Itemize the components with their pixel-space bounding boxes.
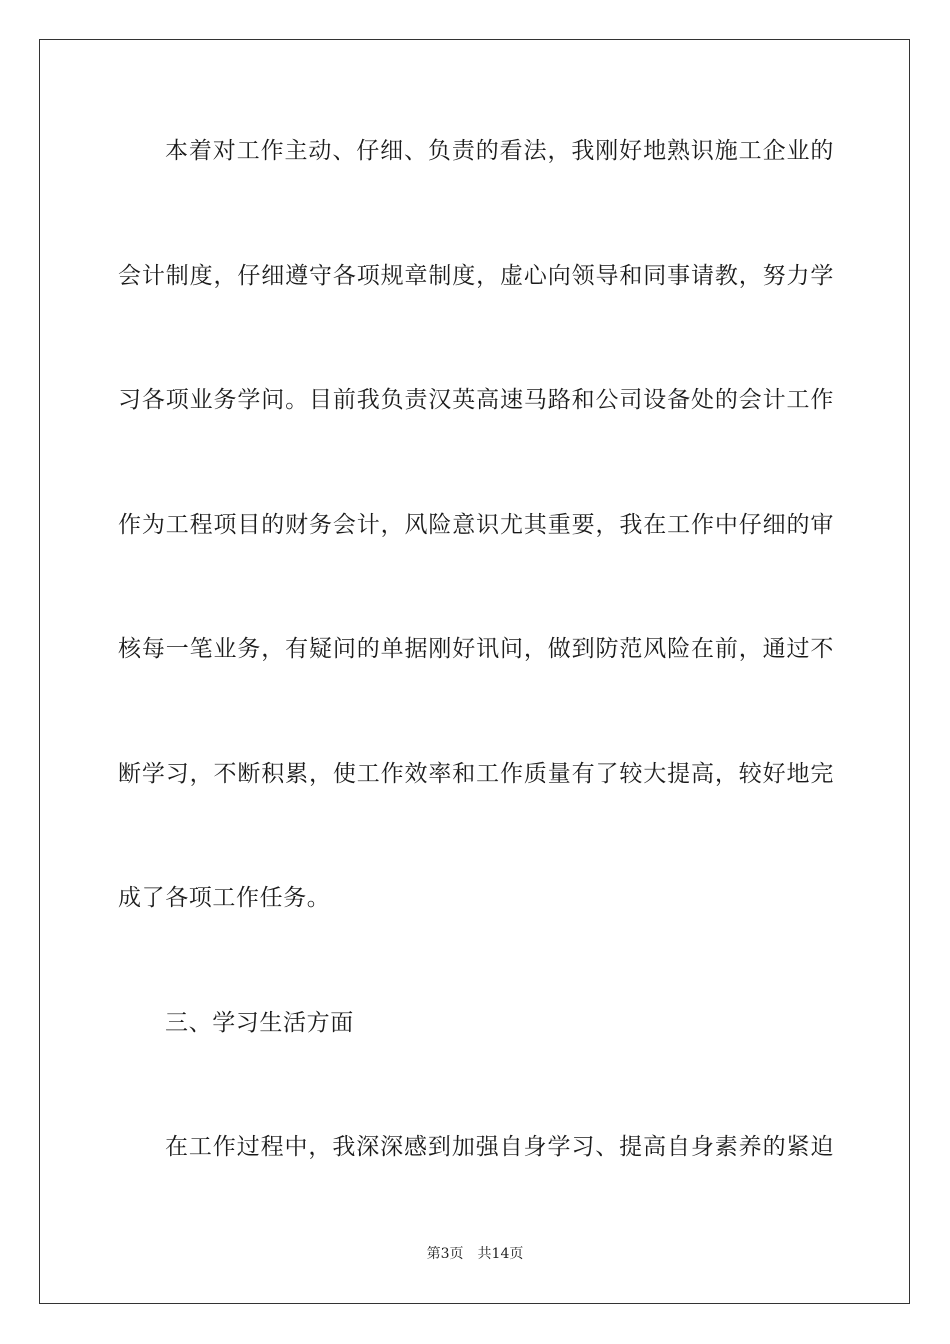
paragraph-line: 核每一笔业务，有疑问的单据刚好讯问，做到防范风险在前，通过不 [118, 636, 834, 662]
page-border [39, 39, 910, 1304]
paragraph-line: 会计制度，仔细遵守各项规章制度，虚心向领导和同事请教，努力学 [118, 263, 834, 289]
page-footer [0, 1245, 950, 1263]
paragraph-line: 成了各项工作任务。 [118, 885, 331, 911]
paragraph-line: 断学习，不断积累，使工作效率和工作质量有了较大提高，较好地完 [118, 761, 834, 787]
section-heading: 三、学习生活方面 [165, 1010, 354, 1036]
page-number: 第3页 [426, 1246, 464, 1262]
paragraph-line: 在工作过程中，我深深感到加强自身学习、提高自身素养的紧迫 [165, 1134, 834, 1160]
paragraph-line: 作为工程项目的财务会计，风险意识尤其重要，我在工作中仔细的审 [118, 512, 834, 538]
page-total: 共14页 [477, 1246, 524, 1262]
paragraph-line: 习各项业务学问。目前我负责汉英高速马路和公司设备处的会计工作 [118, 387, 834, 413]
paragraph-line: 本着对工作主动、仔细、负责的看法，我刚好地熟识施工企业的 [165, 138, 834, 164]
